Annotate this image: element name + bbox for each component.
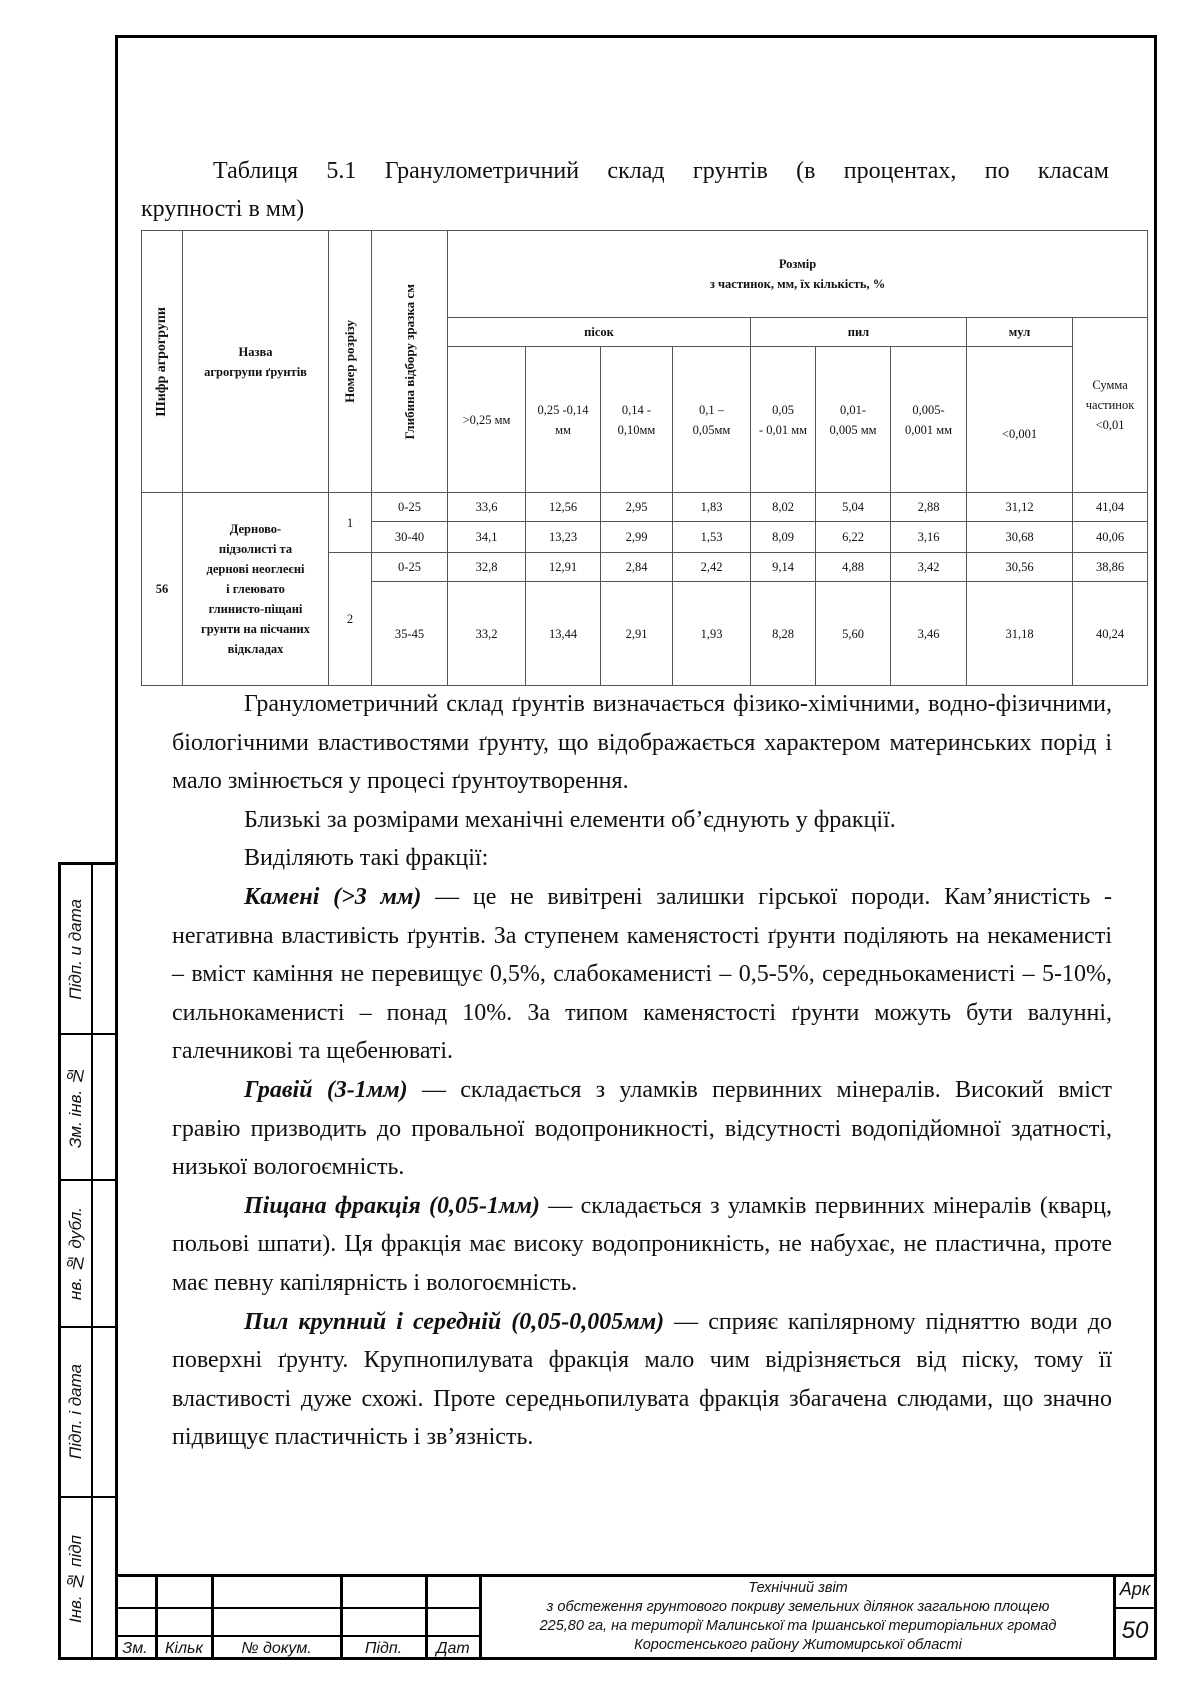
value-cell: 3,42 (891, 553, 967, 582)
header-class: 0,25 -0,14 мм (526, 347, 601, 493)
term: Гравій (3-1мм) (244, 1076, 408, 1103)
header-code: Шифр агрогрупи (142, 231, 183, 493)
value-cell: 31,12 (967, 493, 1073, 522)
value-cell: 2,99 (601, 522, 673, 553)
group-code: 56 (142, 493, 183, 686)
header-class: 0,14 - 0,10мм (601, 347, 673, 493)
value-cell: 2,91 (601, 582, 673, 686)
value-cell: 5,60 (816, 582, 891, 686)
header-class: 0,1 – 0,05мм (673, 347, 751, 493)
label-doc-number: № докум. (241, 1640, 312, 1657)
paragraph: Камені (>3 мм) — це не вивітрені залишки гірської породи. Кам’янистість - негативна властивість ґрунтів. За ступенем каменястості ґрунти поділяють на некаменисті – вміст каміння не перевищує 0,5%, слабокаменисті – 0,5-5%, середньокаменисті – 5-10%, сильнокаменисті – понад 10%. За типом каменястості ґрунти можуть бути валунні, галечникові та щебенюваті. (172, 883, 1113, 1065)
side-stamps (58, 862, 115, 1660)
section-number: 2 (329, 553, 372, 686)
group-name: Дерново- підзолисті та дернові неоглеєні і глеювато глинисто-піщані грунти на пісчаних відкладах (183, 493, 329, 686)
term: Пил крупний і середній (0,05-0,005мм) (244, 1308, 665, 1335)
value-cell: 8,28 (751, 582, 816, 686)
stamp-cell: Підп. і дата (61, 1328, 91, 1498)
header-section: Номер розрізу (329, 231, 372, 493)
paragraph: Виділяють такі фракції: (244, 845, 489, 872)
value-cell: 30,56 (967, 553, 1073, 582)
depth-cell: 0-25 (372, 553, 448, 582)
caption-line-2: крупності в мм) (141, 196, 305, 222)
header-class: >0,25 мм (448, 347, 526, 493)
value-cell: 3,46 (891, 582, 967, 686)
stamp-cell: Підп. и дата (61, 865, 91, 1035)
body-text (172, 685, 1112, 1457)
value-cell: 2,88 (891, 493, 967, 522)
table-row (142, 493, 1148, 522)
label-signature: Підп. (364, 1640, 403, 1657)
title-block (115, 1574, 1157, 1660)
header-class: <0,001 (967, 347, 1073, 493)
granulometric-table (141, 230, 1148, 686)
term: Піщана фракція (0,05-1мм) (244, 1192, 540, 1219)
value-cell: 2,95 (601, 493, 673, 522)
stamp-cell: Інв. № підп (66, 1534, 85, 1623)
sheet-label: Арк (1119, 1579, 1151, 1599)
table-caption (141, 152, 1109, 228)
value-cell: 13,23 (526, 522, 601, 553)
label-date: Дат (436, 1640, 470, 1657)
value-cell: 6,22 (816, 522, 891, 553)
header-size: Розмір з частинок, мм, їх кількість, % (448, 231, 1148, 318)
depth-cell: 0-25 (372, 493, 448, 522)
value-cell: 2,42 (673, 553, 751, 582)
value-cell: 38,86 (1073, 553, 1148, 582)
value-cell: 1,93 (673, 582, 751, 686)
header-class: 0,05 - 0,01 мм (751, 347, 816, 493)
paragraph: Піщана фракція (0,05-1мм) — складається з уламків первинних мінералів (кварц, польові шпати). Ця фракція має високу водопроникність, не набухає, не пластична, проте має певну капілярність і вологоємність. (172, 1192, 1112, 1296)
value-cell: 33,6 (448, 493, 526, 522)
depth-cell: 35-45 (372, 582, 448, 686)
paragraph: Близькі за розмірами механічні елементи об’єднують у фракції. (244, 806, 896, 833)
paragraph: Пил крупний і середній (0,05-0,005мм) — сприяє капілярному підняттю води до поверхні ґрунту. Крупнопилувата фракція мало чим відрізняється від піску, тому її властивості дуже схожі. Проте середньопилувата фракція збагачена слюдами, що значно підвищує пластичність і зв’язність. (172, 1308, 1112, 1451)
value-cell: 12,56 (526, 493, 601, 522)
depth-cell: 30-40 (372, 522, 448, 553)
header-depth: Глибина відбору зразка см (372, 231, 448, 493)
value-cell: 1,53 (673, 522, 751, 553)
value-cell: 9,14 (751, 553, 816, 582)
value-cell: 32,8 (448, 553, 526, 582)
value-cell: 2,84 (601, 553, 673, 582)
paragraph: Гравій (3-1мм) — складається з уламків первинних мінералів. Високий вміст гравію призводить до провальної водопроникності, відсутності водопідйомної здатності, низької вологоємність. (172, 1076, 1112, 1181)
value-cell: 4,88 (816, 553, 891, 582)
value-cell: 40,06 (1073, 522, 1148, 553)
header-class: 0,005- 0,001 мм (891, 347, 967, 493)
header-sand: пісок (448, 318, 751, 347)
sheet-number: 50 (1121, 1617, 1149, 1644)
stamp-cell: Зм. інв. № (61, 1035, 91, 1181)
value-cell: 5,04 (816, 493, 891, 522)
value-cell: 30,68 (967, 522, 1073, 553)
document-description: Технічний звіт з обстеження грунтового покриву земельних ділянок загальною площею 225,80 га, на території Малинської та Іршанської територіальних громад Коростенського району Житомирської області (539, 1580, 1057, 1653)
value-cell: 13,44 (526, 582, 601, 686)
header-silt: мул (967, 318, 1073, 347)
value-cell: 41,04 (1073, 493, 1148, 522)
header-name: Назва агрогрупи ґрунтів (183, 231, 329, 493)
header-class: 0,01- 0,005 мм (816, 347, 891, 493)
value-cell: 31,18 (967, 582, 1073, 686)
caption-line-1: Таблиця 5.1 Гранулометричний склад грунтів (в процентах, по класам (213, 158, 1109, 184)
term: Камені (>3 мм) (244, 883, 422, 910)
value-cell: 34,1 (448, 522, 526, 553)
paragraph: Гранулометричний склад ґрунтів визначається фізико-хімічними, водно-фізичними, біологічними властивостями ґрунту, що відображається характером материнських порід і мало змінюється у процесі ґрунтоутворення. (172, 691, 1112, 795)
label-quantity: Кільк (165, 1640, 203, 1657)
value-cell: 12,91 (526, 553, 601, 582)
stamp-cell: нв. № дубл. (61, 1181, 91, 1328)
value-cell: 3,16 (891, 522, 967, 553)
header-sum: Сумма частинок <0,01 (1073, 318, 1148, 493)
value-cell: 8,09 (751, 522, 816, 553)
value-cell: 40,24 (1073, 582, 1148, 686)
value-cell: 33,2 (448, 582, 526, 686)
section-number: 1 (329, 493, 372, 553)
header-dust: пил (751, 318, 967, 347)
label-change: Зм. (122, 1640, 148, 1657)
value-cell: 8,02 (751, 493, 816, 522)
value-cell: 1,83 (673, 493, 751, 522)
